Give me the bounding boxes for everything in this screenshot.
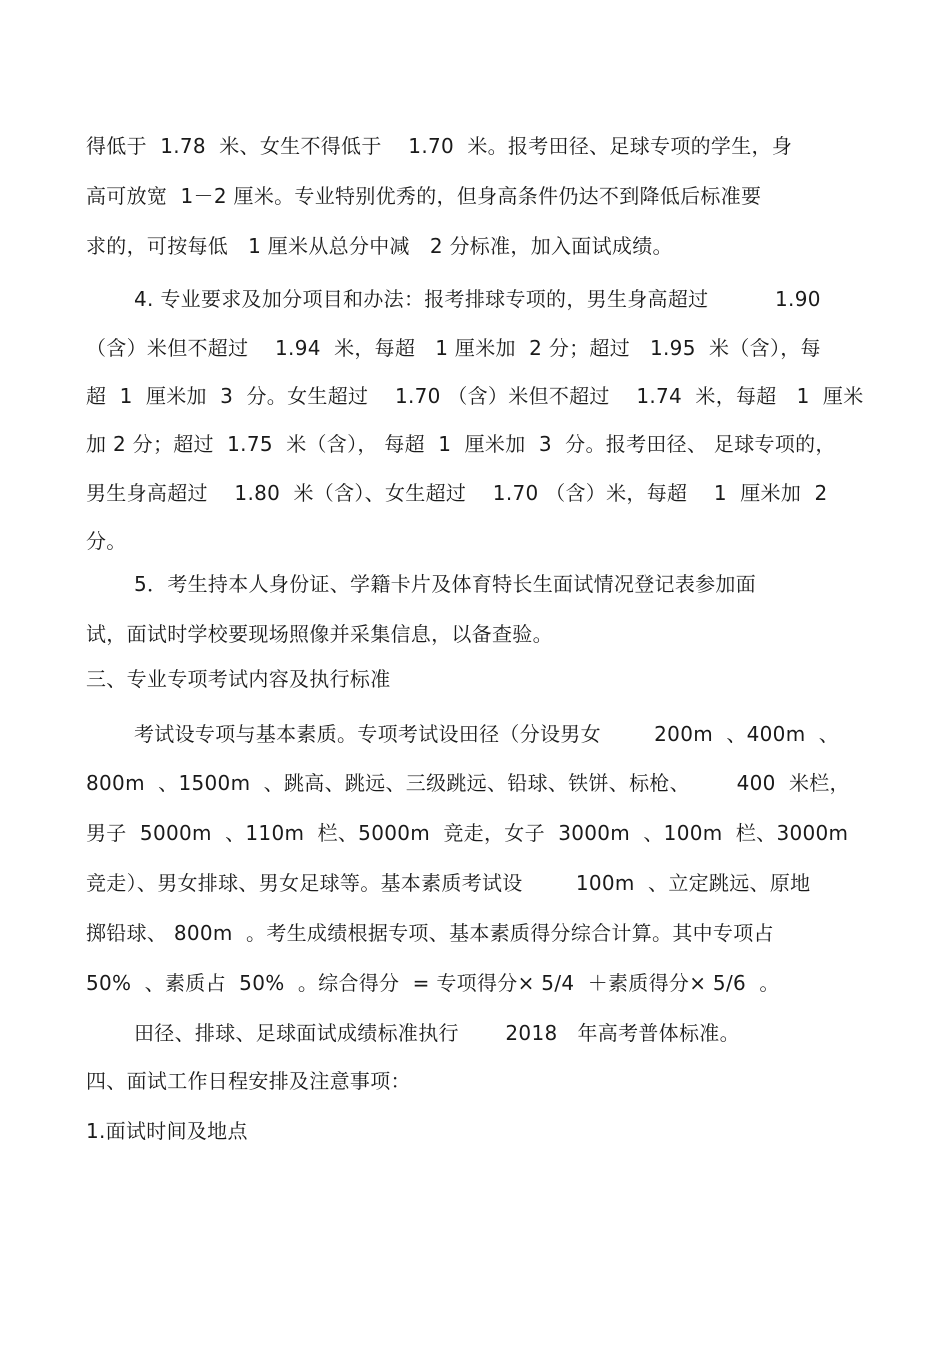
text-line: 求的，可按每低 1 厘米从总分中减 2 分标准，加入面试成绩。 <box>86 234 673 258</box>
text-line: 试，面试时学校要现场照像并采集信息，以备查验。 <box>86 622 553 646</box>
text-line: 竞走）、男女排球、男女足球等。基本素质考试设 100m 、立定跳远、原地 <box>86 871 811 895</box>
text-line: （含）米但不超过 1.94 米，每超 1 厘米加 2 分；超过 1.95 米（含），每 <box>86 336 821 360</box>
text-line: 800m 、1500m 、跳高、跳远、三级跳远、铅球、铁饼、标枪、 400 米栏， <box>86 771 850 795</box>
text-line: 高可放宽 1－2 厘米。专业特别优秀的，但身高条件仍达不到降低后标准要 <box>86 184 762 208</box>
text-line: 50% 、素质占 50% 。综合得分 = 专项得分× 5/4 ＋素质得分× 5/6 。 <box>86 971 780 995</box>
text-line: 分。 <box>86 529 127 553</box>
text-line: 男生身高超过 1.80 米（含）、女生超过 1.70 （含）米，每超 1 厘米加 2 <box>86 481 828 505</box>
text-line: 4. 专业要求及加分项目和办法：报考排球专项的，男生身高超过 1.90 <box>134 287 821 311</box>
text-line: 田径、排球、足球面试成绩标准执行 2018 年高考普体标准。 <box>134 1021 740 1045</box>
text-line: 男子 5000m 、110m 栏、5000m 竞走，女子 3000m 、100m 栏、3000m <box>86 821 849 845</box>
text-line: 5．考生持本人身份证、学籍卡片及体育特长生面试情况登记表参加面 <box>134 572 757 596</box>
section-heading: 四、面试工作日程安排及注意事项： <box>86 1069 411 1093</box>
text-line: 考试设专项与基本素质。专项考试设田径（分设男女 200m 、400m 、 <box>134 722 840 746</box>
subsection-heading: 1.面试时间及地点 <box>86 1119 248 1143</box>
text-line: 超 1 厘米加 3 分。女生超过 1.70 （含）米但不超过 1.74 米，每超 1 厘米 <box>86 384 864 408</box>
section-heading: 三、专业专项考试内容及执行标准 <box>86 667 391 691</box>
text-line: 加 2 分；超过 1.75 米（含）， 每超 1 厘米加 3 分。报考田径、 足球专项的， <box>86 432 836 456</box>
text-line: 得低于 1.78 米、女生不得低于 1.70 米。报考田径、足球专项的学生，身 <box>86 134 793 158</box>
text-line: 掷铅球、 800m 。考生成绩根据专项、基本素质得分综合计算。其中专项占 <box>86 921 774 945</box>
